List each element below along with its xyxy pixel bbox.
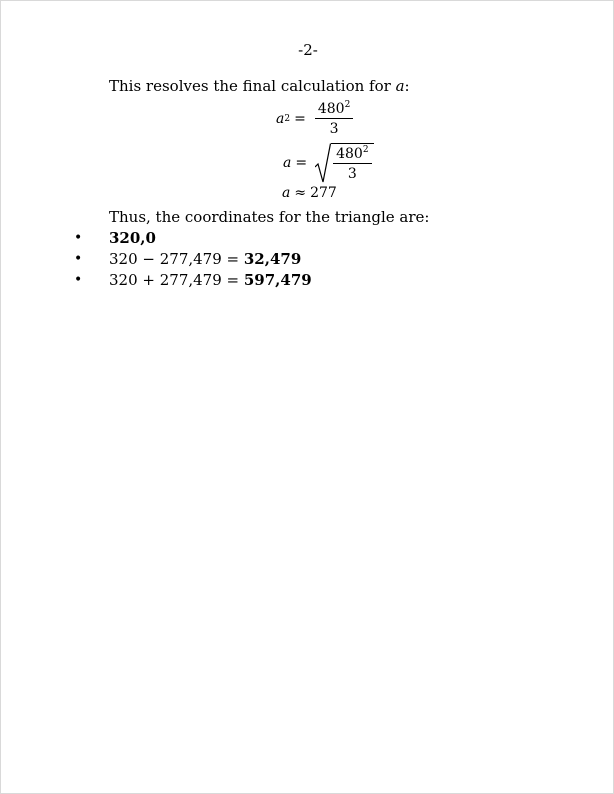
list-item-text bbox=[109, 250, 301, 268]
eq2-denominator: 3 bbox=[347, 166, 357, 182]
radical-icon bbox=[315, 143, 331, 183]
eq3-operator: ≈ bbox=[294, 185, 307, 201]
list-item-plain: 320 + 277,479 = bbox=[109, 271, 244, 289]
equation-a-sqrt bbox=[283, 143, 374, 183]
eq1-denominator: 3 bbox=[329, 121, 339, 137]
bullet-icon: • bbox=[74, 272, 83, 288]
list-item-bold: 32,479 bbox=[243, 250, 302, 268]
page-number: -2- bbox=[298, 41, 318, 59]
bullet-icon: • bbox=[74, 230, 83, 246]
intro-text: This resolves the final calculation for bbox=[109, 77, 396, 95]
eq1-lhs: a bbox=[276, 111, 285, 127]
eq1-operator: = bbox=[294, 111, 306, 127]
eq2-operator: = bbox=[295, 155, 308, 171]
list-item-plain: 320 − 277,479 = bbox=[109, 250, 244, 268]
bullet-icon: • bbox=[74, 251, 83, 267]
list-item bbox=[1, 271, 614, 292]
eq2-numerator-base: 480 bbox=[336, 146, 363, 162]
eq2-lhs: a bbox=[283, 155, 292, 171]
coordinate-list bbox=[1, 229, 614, 292]
list-item bbox=[1, 229, 614, 250]
square-root-sign bbox=[315, 143, 373, 183]
intro-variable: a bbox=[395, 77, 405, 95]
eq2-numerator-exponent: 2 bbox=[362, 145, 369, 155]
eq1-numerator-exponent: 2 bbox=[344, 100, 351, 110]
eq2-fraction bbox=[331, 143, 373, 183]
eq1-fraction bbox=[315, 101, 353, 137]
list-item bbox=[1, 250, 614, 271]
equation-a-squared: a 2 = $\frac{480^2}{3}$ bbox=[276, 101, 353, 137]
list-item-bold: 320,0 bbox=[109, 229, 156, 247]
intro-paragraph bbox=[109, 77, 410, 95]
list-item-text bbox=[109, 229, 156, 247]
list-item-text bbox=[109, 271, 312, 289]
equation-a-approx bbox=[282, 185, 337, 201]
eq1-numerator bbox=[315, 101, 353, 119]
list-item-bold: 597,479 bbox=[243, 271, 312, 289]
conclusion-paragraph: Thus, the coordinates for the triangle are: bbox=[109, 208, 430, 226]
eq2-numerator bbox=[333, 146, 371, 164]
eq3-lhs: a bbox=[282, 185, 291, 201]
eq1-numerator-base: 480 bbox=[317, 101, 345, 117]
eq3-rhs: 277 bbox=[310, 185, 337, 201]
intro-suffix: : bbox=[404, 77, 410, 95]
